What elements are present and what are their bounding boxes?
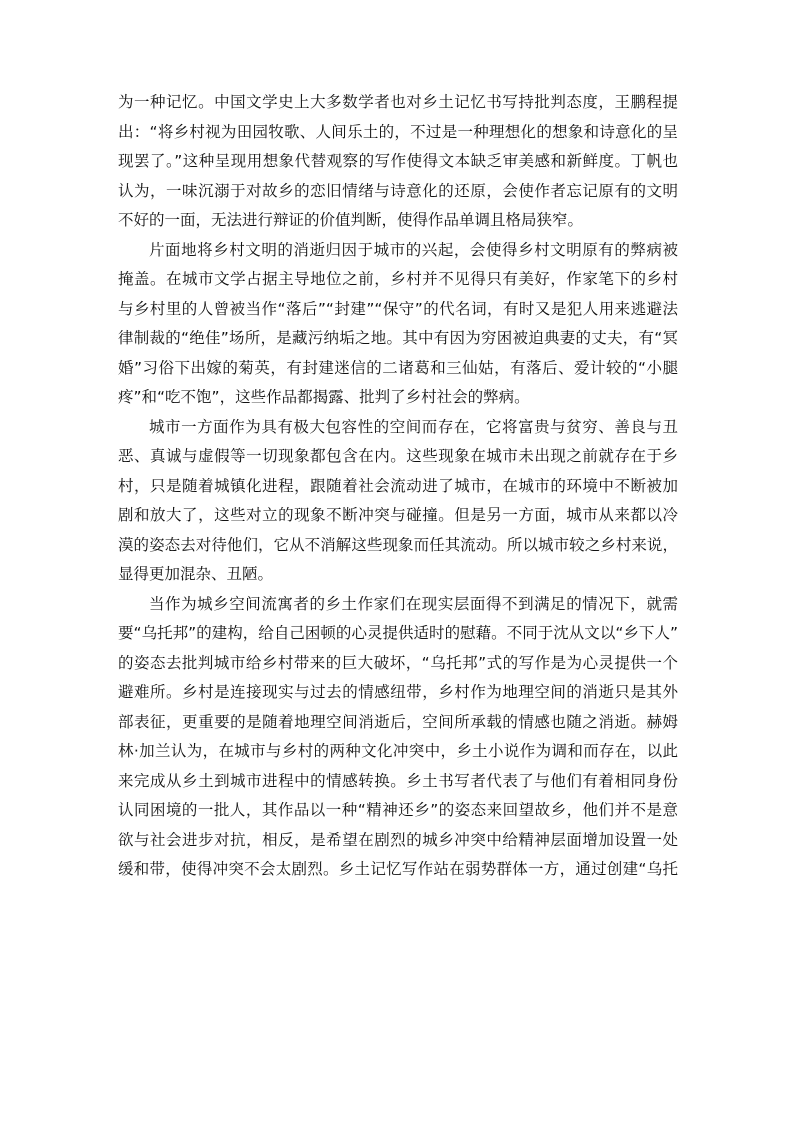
text-line: 林·加兰认为，在城市与乡村的两种文化冲突中，乡土小说作为调和而存在，以此 [118,742,678,760]
text-line: 与乡村里的人曾被当作“落后”“封建”“保守”的代名词，有时又是犯人用来逃避法 [118,299,678,318]
text-line: 的姿态去批判城市给乡村带来的巨大破坏，“乌托邦”式的写作是为心灵提供一个 [118,653,678,672]
text-line: 城市一方面作为具有极大包容性的空间而存在，它将富贵与贫穷、善良与丑 [149,417,678,436]
text-line: 欲与社会进步对抗，相反，是希望在剧烈的城乡冲突中给精神层面增加设置一处 [118,830,678,849]
text-line: 疼”和“吃不饱”，这些作品都揭露、批判了乡村社会的弊病。 [118,388,530,406]
paragraph-1 [118,88,678,236]
paragraph-2 [118,236,678,413]
text-line: 显得更加混杂、丑陋。 [118,565,274,583]
text-line: 漠的姿态去对待他们，它从不消解这些现象而任其流动。所以城市较之乡村来说， [118,535,678,554]
text-line: 缓和带，使得冲突不会太剧烈。乡土记忆写作站在弱势群体一方，通过创建“乌托 [118,860,678,878]
text-line: 律制裁的“绝佳”场所，是藏污纳垢之地。其中有因为穷困被迫典妻的丈夫，有“冥 [118,329,678,347]
text-line: 不好的一面，无法进行辩证的价值判断，使得作品单调且格局狭窄。 [118,211,584,229]
text-line: 剧和放大了，这些对立的现象不断冲突与碰撞。但是另一方面，城市从来都以冷 [118,506,678,524]
text-line: 认为，一味沉溺于对故乡的恋旧情绪与诗意化的还原，会使作者忘记原有的文明 [118,181,678,200]
document-page [118,88,678,885]
text-line: 当作为城乡空间流寓者的乡土作家们在现实层面得不到满足的情况下，就需 [149,594,678,613]
text-line: 避难所。乡村是连接现实与过去的情感纽带，乡村作为地理空间的消逝只是其外 [118,683,678,701]
text-line: 要“乌托邦”的建构，给自己困顿的心灵提供适时的慰藉。不同于沈从文以“乡下人” [118,624,678,642]
text-line: 村，只是随着城镇化进程，跟随着社会流动进了城市，在城市的环境中不断被加 [118,476,678,495]
text-line: 掩盖。在城市文学占据主导地位之前，乡村并不见得只有美好，作家笔下的乡村 [118,270,678,288]
paragraph-3 [118,413,678,590]
text-line: 现罢了。”这种呈现用想象代替观察的写作使得文本缺乏审美感和新鲜度。丁帆也 [118,152,678,170]
text-line: 恶、真诚与虚假等一切现象都包含在内。这些现象在城市未出现之前就存在于乡 [118,447,678,465]
paragraph-4 [118,590,678,885]
text-line: 为一种记忆。中国文学史上大多数学者也对乡土记忆书写持批判态度，王鹏程提 [118,93,678,111]
text-line: 婚”习俗下出嫁的菊英，有封建迷信的二诸葛和三仙姑，有落后、爱计较的“小腿 [118,358,678,377]
text-line: 来完成从乡土到城市进程中的情感转换。乡土书写者代表了与他们有着相同身份 [118,771,678,790]
text-line: 部表征，更重要的是随着地理空间消逝后，空间所承载的情感也随之消逝。赫姆 [118,712,678,731]
text-line: 片面地将乡村文明的消逝归因于城市的兴起，会使得乡村文明原有的弊病被 [149,240,678,259]
text-line: 认同困境的一批人，其作品以一种“精神还乡”的姿态来回望故乡，他们并不是意 [118,801,678,819]
text-line: 出：“将乡村视为田园牧歌、人间乐土的，不过是一种理想化的想象和诗意化的呈 [118,122,678,141]
